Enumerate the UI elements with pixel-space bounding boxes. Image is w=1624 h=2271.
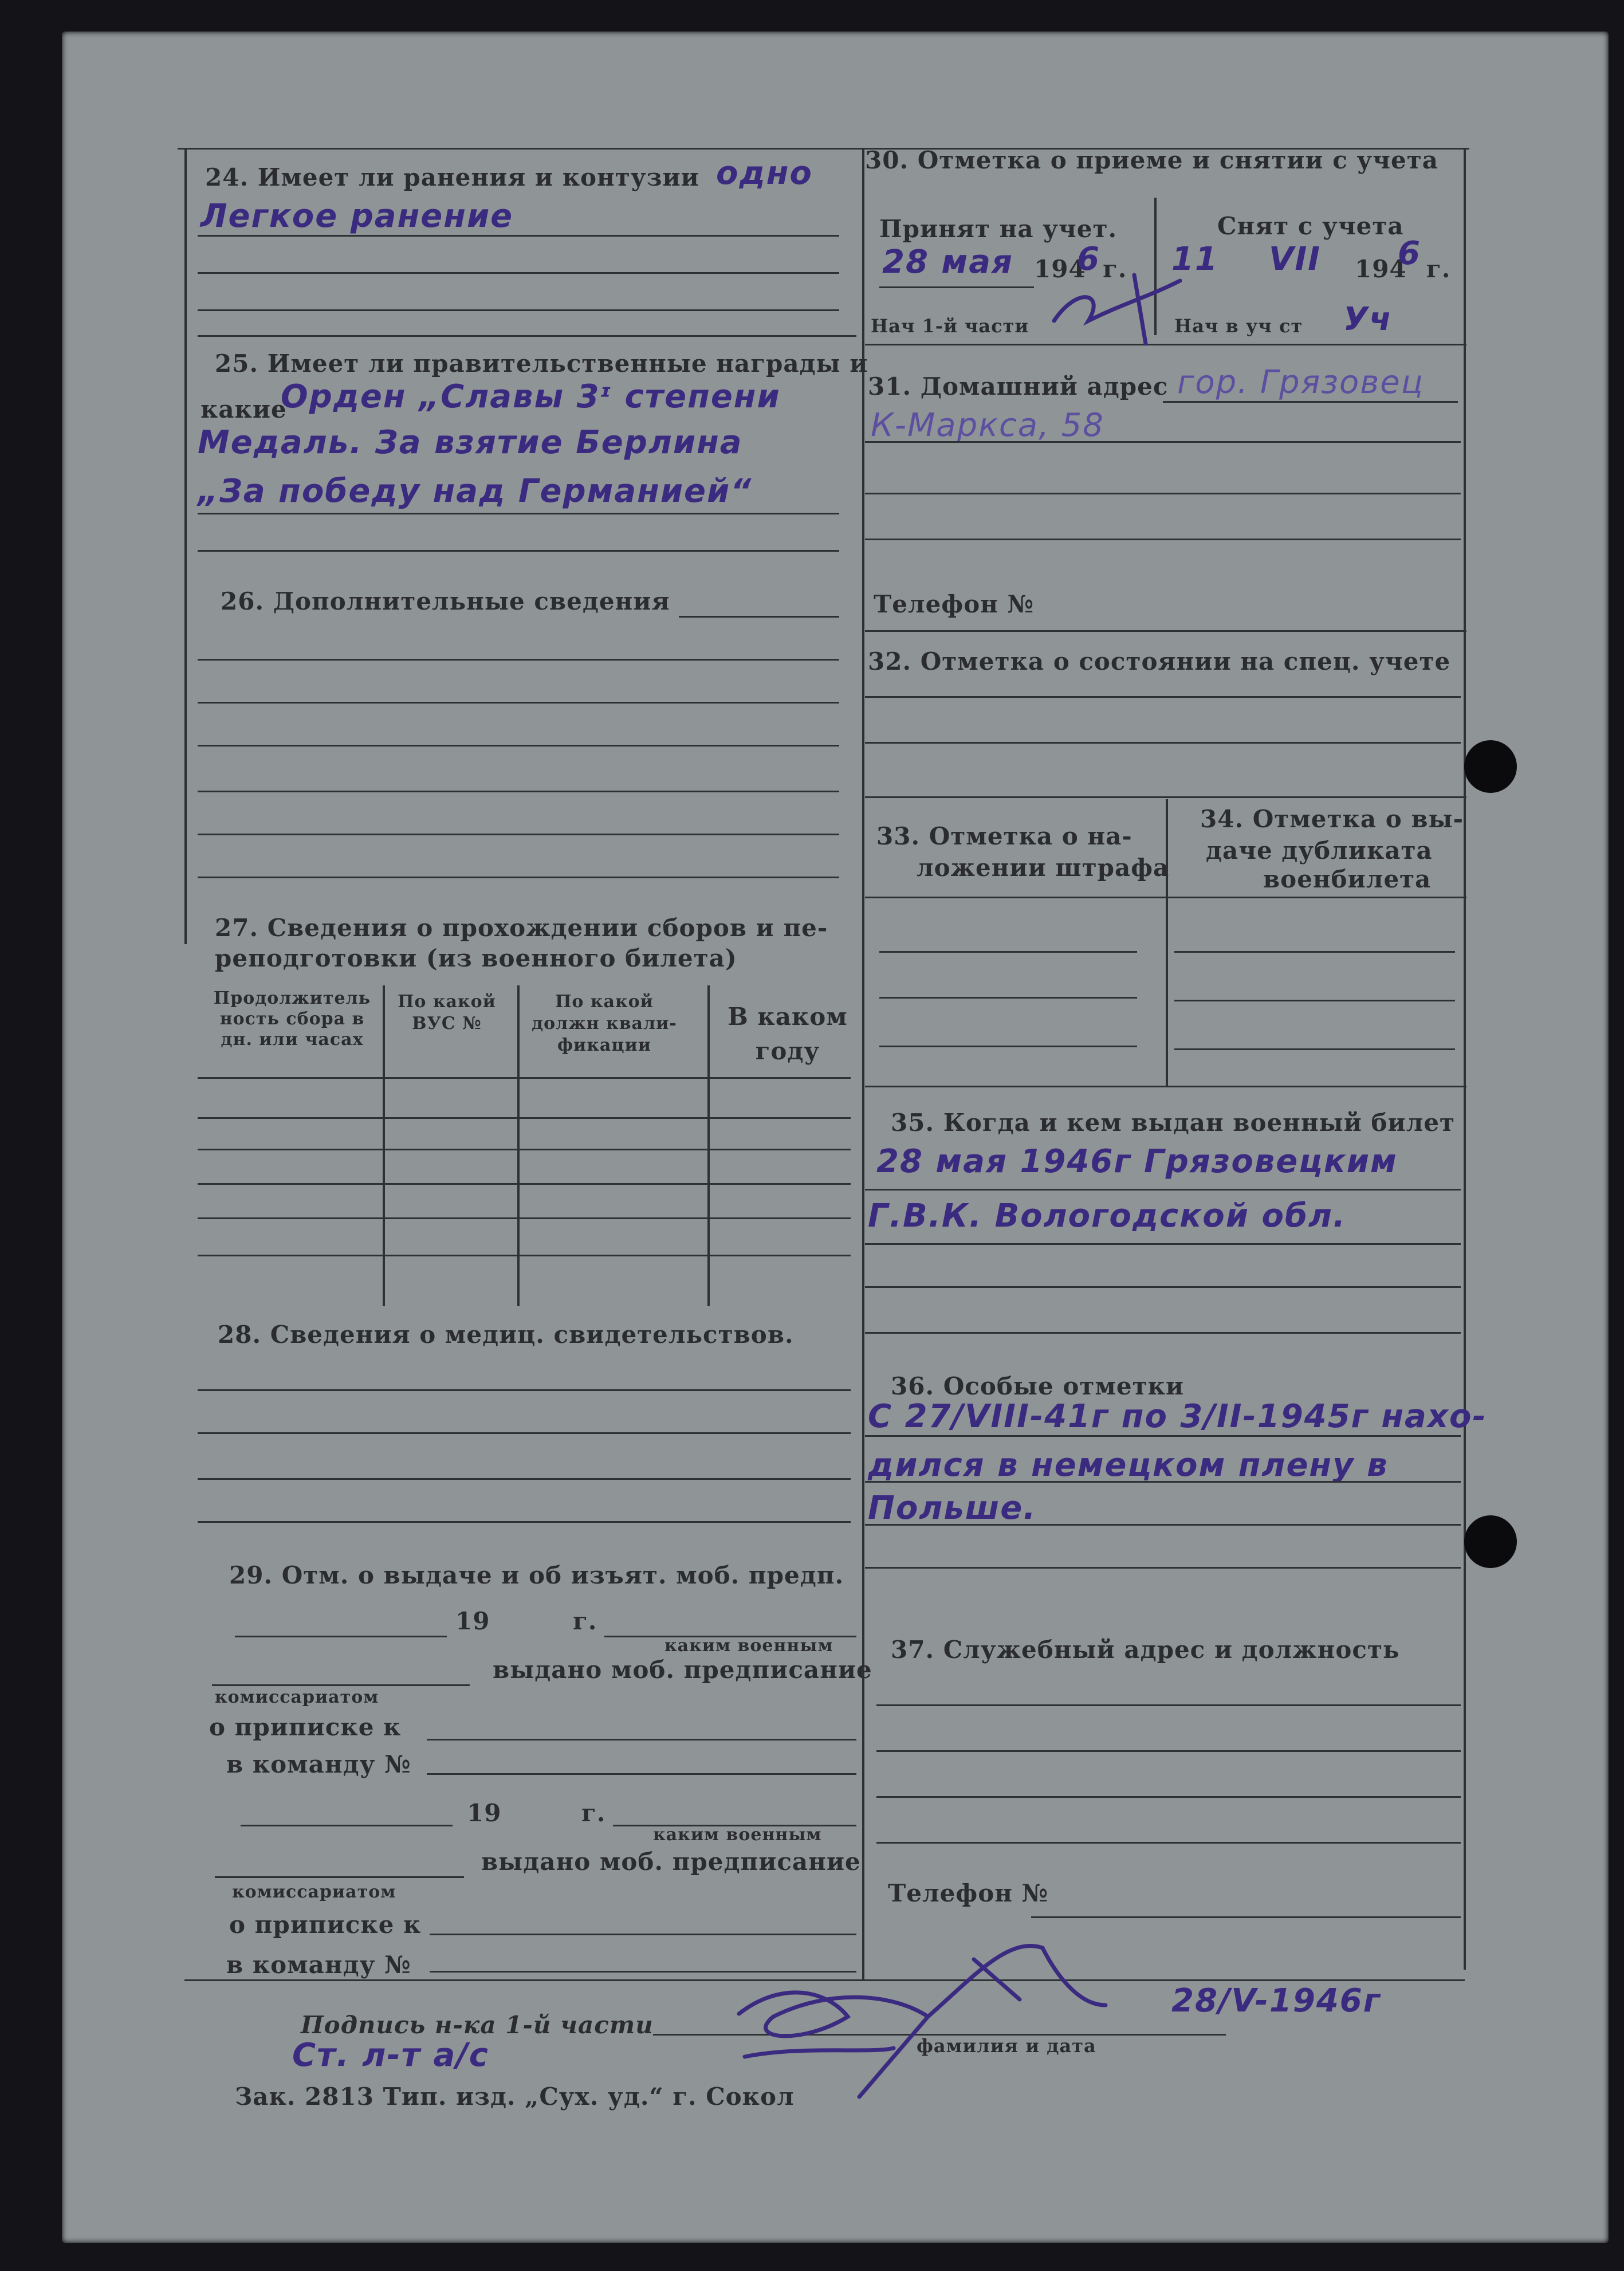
s33-title: 33. Отметка о на- (876, 822, 1133, 850)
s30-g: г. (1103, 255, 1127, 283)
s27-col-year: В каком году (728, 1003, 848, 1065)
s25-title: 25. Имеет ли правительственные награды и (215, 349, 868, 378)
s30-rem-hw1: 11 (1171, 241, 1218, 278)
s25-hw2: Медаль. За взятие Берлина (198, 424, 743, 461)
s25-hw3: „За победу над Германией“ (198, 473, 753, 510)
s37-phone: Телефон № (888, 1879, 1049, 1907)
s36-hw1: С 27/VIII-41г по 3/II-1945г нахо- (868, 1398, 1487, 1435)
s33-title2: ложении штрафа (917, 854, 1170, 882)
s29-small-label: каким военным (664, 1636, 833, 1656)
s29-year: 19 (455, 1607, 490, 1635)
s34-title: 34. Отметка о вы- (1200, 805, 1464, 833)
sign-hw-date: 28/V-1946г (1171, 1982, 1382, 2019)
s29-team: в команду № (226, 1750, 411, 1778)
s29-assign: о приписке к (209, 1713, 402, 1741)
s25-label: какие (200, 395, 287, 423)
s29-issued: выдано моб. предписание (493, 1656, 872, 1684)
s30-rem-year-hw: 6 (1398, 235, 1421, 272)
s29-team2: в команду № (226, 1951, 411, 1979)
s29-assign2: о приписке к (229, 1911, 422, 1939)
s30-removed: Снят с учета (1217, 212, 1404, 240)
s35-hw2: Г.В.К. Вологодской обл. (868, 1197, 1347, 1235)
s28-title: 28. Сведения о медиц. свидетельствов. (218, 1321, 794, 1349)
s31-phone: Телефон № (874, 590, 1035, 618)
s30-acc-year-hw: 6 (1077, 241, 1100, 278)
s35-title: 35. Когда и кем выдан военный билет (891, 1109, 1456, 1137)
s30-rem-hw2: VII (1269, 241, 1322, 278)
sign-sub: фамилия и дата (917, 2035, 1096, 2057)
s29-g: г. (573, 1607, 597, 1635)
s30-accepted: Принят на учет. (879, 215, 1118, 243)
punch-hole (1464, 1515, 1517, 1568)
s36-title: 36. Особые отметки (891, 1372, 1185, 1400)
s30-chief: Нач 1-й части (871, 315, 1029, 337)
s29-g2: г. (581, 1799, 606, 1827)
s32-title: 32. Отметка о состоянии на спец. учете (868, 647, 1451, 675)
s31-hw1: гор. Грязовец (1177, 364, 1424, 401)
s27-col-qualification: По какой должн квали- фикации (532, 992, 677, 1055)
s30-title: 30. Отметка о приеме и снятии с учета (865, 146, 1438, 174)
sign-label: Подпись н-ка 1-й части (301, 2011, 654, 2039)
s27-col-vus: По какой ВУС № (398, 992, 496, 1034)
s30-hw-uch: Уч (1343, 301, 1393, 338)
s34-title2: даче дубликата (1206, 836, 1433, 865)
s31-hw2: К-Маркса, 58 (871, 407, 1104, 444)
s30-g2: г. (1426, 255, 1451, 283)
s24-hw1: одно (716, 155, 813, 192)
s27-title2: реподготовки (из военного билета) (215, 944, 737, 972)
s29-commissariat2: комиссариатом (232, 1882, 396, 1902)
s27-title: 27. Сведения о прохождении сборов и пе- (215, 914, 828, 942)
s31-title: 31. Домашний адрес (868, 372, 1169, 400)
footer-imprint: Зак. 2813 Тип. изд. „Сух. уд.“ г. Сокол (235, 2083, 795, 2111)
s37-title: 37. Служебный адрес и должность (891, 1636, 1400, 1664)
s29-issued2: выдано моб. предписание (481, 1848, 861, 1876)
s24-title: 24. Имеет ли ранения и контузии (205, 163, 699, 191)
s26-title: 26. Дополнительные сведения (221, 587, 670, 615)
s30-acc-year: 194 (1034, 255, 1086, 283)
s27-col-duration: Продолжитель ность сбора в дн. или часах (213, 988, 371, 1050)
s35-hw1: 28 мая 1946г Грязовецким (876, 1143, 1398, 1180)
s36-hw2: дился в немецком плену в (868, 1447, 1389, 1484)
s30-rem-year: 194 (1355, 255, 1407, 283)
s30-acc-hw: 28 мая (882, 243, 1013, 281)
s34-title3: военбилета (1263, 865, 1432, 893)
s29-small-label2: каким военным (653, 1825, 822, 1845)
s24-hw2: Легкое ранение (200, 198, 514, 235)
s29-title: 29. Отм. о выдаче и об изъят. моб. предп. (229, 1561, 844, 1589)
sign-hw-rank: Ст. л-т а/с (292, 2037, 489, 2074)
s30-chief2: Нач в уч ст (1174, 315, 1303, 337)
s29-year2: 19 (467, 1799, 502, 1827)
s25-hw1: Орден „Славы 3ᶦ степени (281, 378, 781, 415)
punch-hole (1464, 740, 1517, 793)
s29-commissariat: комиссариатом (215, 1687, 379, 1707)
s36-hw3: Польше. (868, 1490, 1037, 1527)
